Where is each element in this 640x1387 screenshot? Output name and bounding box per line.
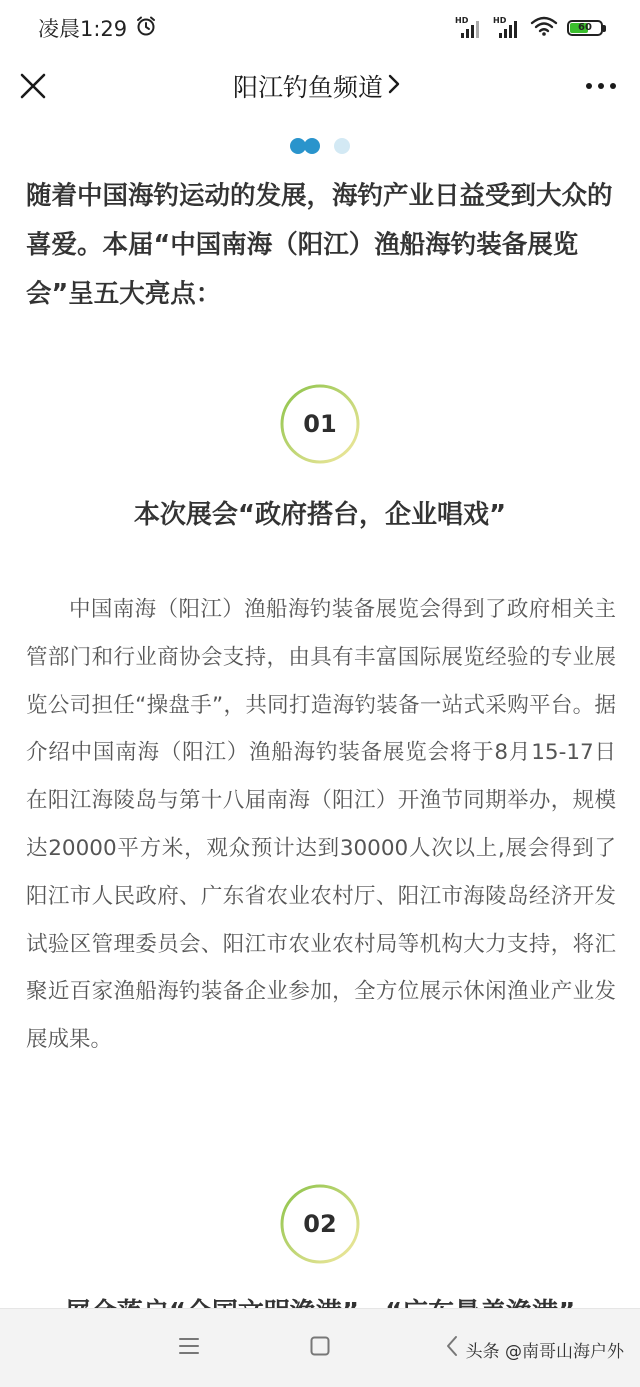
section-title-01: 本次展会“政府搭台，企业唱戏” (133, 500, 507, 530)
carousel-dot-active-2 (304, 138, 320, 154)
section-number-badge-02 (280, 1184, 360, 1264)
close-icon[interactable] (18, 71, 48, 101)
section-number-01: 01 (303, 410, 337, 438)
alarm-icon (135, 15, 157, 42)
status-right (455, 16, 606, 40)
section-body-01: 中国南海（阳江）渔船海钓装备展览会得到了政府相关主管部门和行业商协会支持，由具有丰富国际展览经验的专业展览公司担任“操盘手”，共同打造海钓装备一站式采购平台。据介绍中国南海（阳江）渔船海钓装备展览会将于8月15-17日在阳江海陵岛与第十八届南海（阳江）开渔节同期举办，规模达20000平方米，观众预计达到30000人次以上,展会得到了阳江市人民政府、广东省农业农村厅、阳江市海陵岛经济开发试验区管理委员会、阳江市农业农村局等机构大力支持，将汇聚近百家渔船海钓装备企业参加，全方位展示休闲渔业产业发展成果。 (26, 597, 616, 1053)
signal-hd-label-2: HD (493, 16, 507, 25)
back-icon[interactable] (444, 1335, 460, 1361)
wifi-icon (531, 16, 557, 40)
section-number-02: 02 (303, 1210, 337, 1238)
home-icon[interactable] (309, 1335, 331, 1361)
intro-paragraph: 随着中国海钓运动的发展，海钓产业日益受到大众的喜爱。本届“中国南海（阳江）渔船海钓装备展览会”呈五大亮点： (26, 181, 613, 309)
account-title-link[interactable] (233, 68, 401, 104)
battery-level: 60 (578, 22, 592, 33)
system-navigation-bar (0, 1308, 640, 1387)
account-name: 阳江钓鱼频道 (232, 73, 383, 102)
status-left (38, 13, 157, 43)
battery-icon (567, 20, 606, 36)
status-bar (0, 0, 640, 56)
watermark: 头条 @南哥山海户外 (465, 1342, 624, 1362)
more-options-icon[interactable] (586, 83, 616, 89)
menu-icon[interactable] (178, 1335, 200, 1361)
section-number-badge-01 (280, 384, 360, 464)
article-content (0, 116, 640, 1308)
nav-bar (0, 56, 640, 116)
status-time: 凌晨1:29 (38, 17, 128, 41)
carousel-dot-inactive (334, 138, 350, 154)
carousel-indicator (0, 138, 640, 154)
signal-hd-label: HD (455, 16, 469, 25)
chevron-right-icon (387, 72, 401, 101)
signal-icon-2 (493, 18, 521, 38)
signal-icon (455, 18, 483, 38)
